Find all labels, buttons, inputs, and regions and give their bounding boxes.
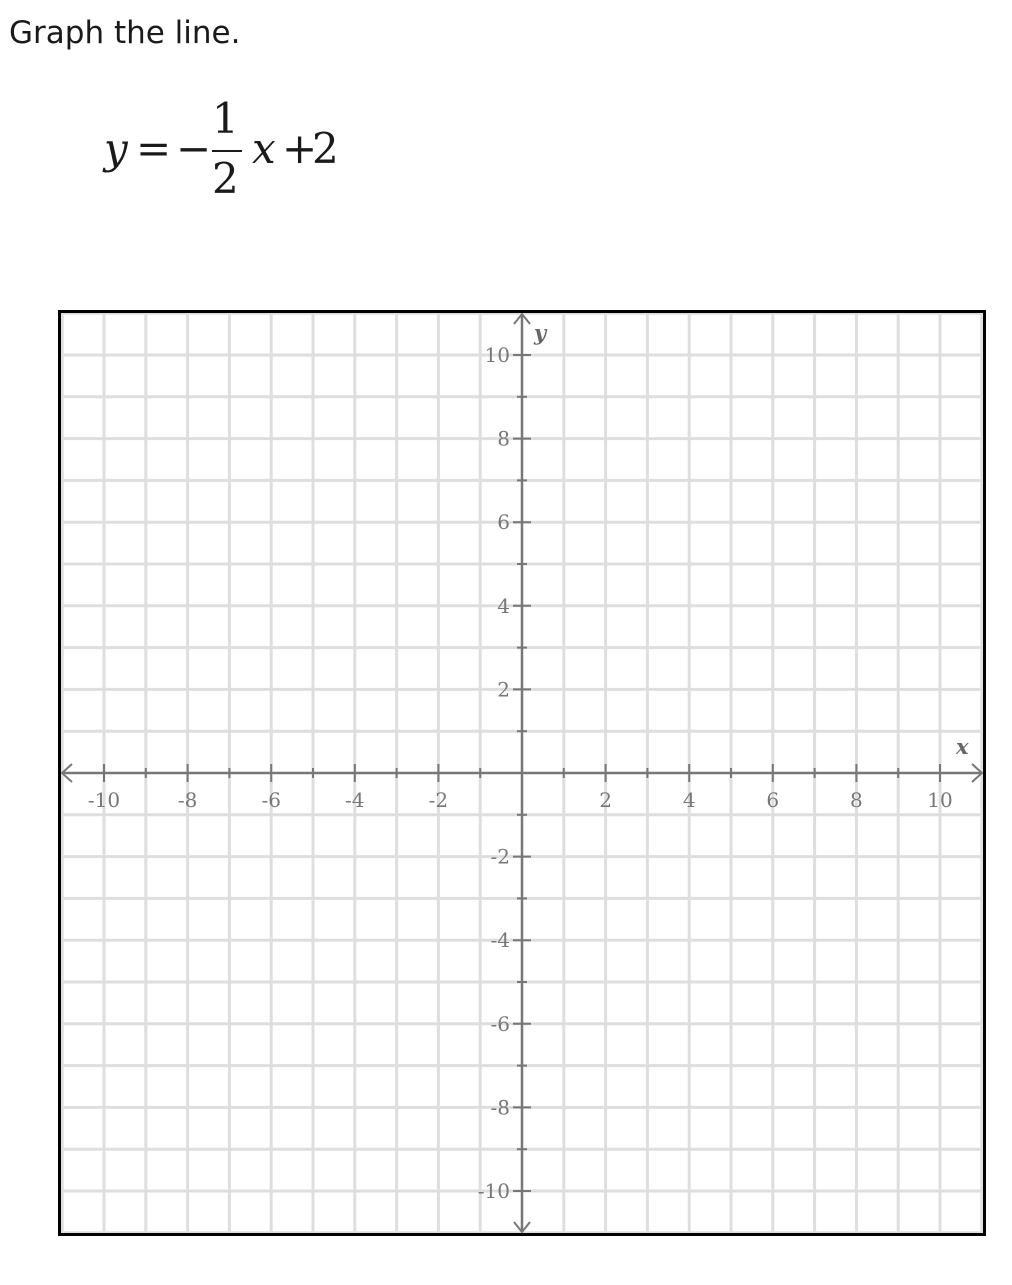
y-tick-label: -8 bbox=[490, 1095, 510, 1120]
x-tick-label: 2 bbox=[599, 788, 612, 812]
x-tick-label: -10 bbox=[87, 788, 121, 812]
x-tick-label: -4 bbox=[345, 788, 365, 812]
equation-plus: + bbox=[282, 124, 318, 173]
equation bbox=[100, 94, 360, 203]
question-prompt: Graph the line. bbox=[9, 15, 241, 51]
x-tick-label: 10 bbox=[927, 788, 953, 812]
y-tick-label: -6 bbox=[490, 1011, 510, 1036]
equation-numerator: 1 bbox=[212, 94, 239, 143]
y-tick-label: 6 bbox=[497, 510, 510, 535]
y-tick-label: -2 bbox=[490, 844, 510, 869]
y-tick-label: 10 bbox=[484, 343, 510, 367]
graph-canvas[interactable] bbox=[58, 310, 986, 1236]
y-axis-label: y bbox=[534, 320, 547, 345]
y-tick-label: 4 bbox=[497, 593, 510, 618]
equation-denominator: 2 bbox=[212, 154, 239, 203]
equation-equals: = bbox=[136, 124, 172, 173]
x-tick-label: 6 bbox=[766, 788, 780, 812]
equation-variable: x bbox=[252, 124, 276, 173]
equation-minus-sign: − bbox=[176, 124, 212, 173]
y-tick-label: 2 bbox=[497, 677, 510, 702]
x-tick-label: 4 bbox=[682, 788, 696, 812]
equation-fraction-bar bbox=[212, 150, 242, 152]
coordinate-plane[interactable] bbox=[58, 310, 986, 1236]
x-axis-label: x bbox=[956, 734, 969, 759]
x-tick-label: -2 bbox=[428, 788, 449, 812]
x-tick-label: -6 bbox=[261, 788, 281, 812]
x-tick-label: 8 bbox=[850, 788, 863, 812]
x-tick-label: -8 bbox=[177, 788, 198, 812]
y-tick-label: -4 bbox=[490, 928, 510, 953]
equation-lhs: y bbox=[104, 124, 128, 173]
y-tick-label: 8 bbox=[497, 426, 510, 451]
y-tick-label: -10 bbox=[477, 1179, 510, 1203]
equation-constant: 2 bbox=[312, 124, 339, 173]
